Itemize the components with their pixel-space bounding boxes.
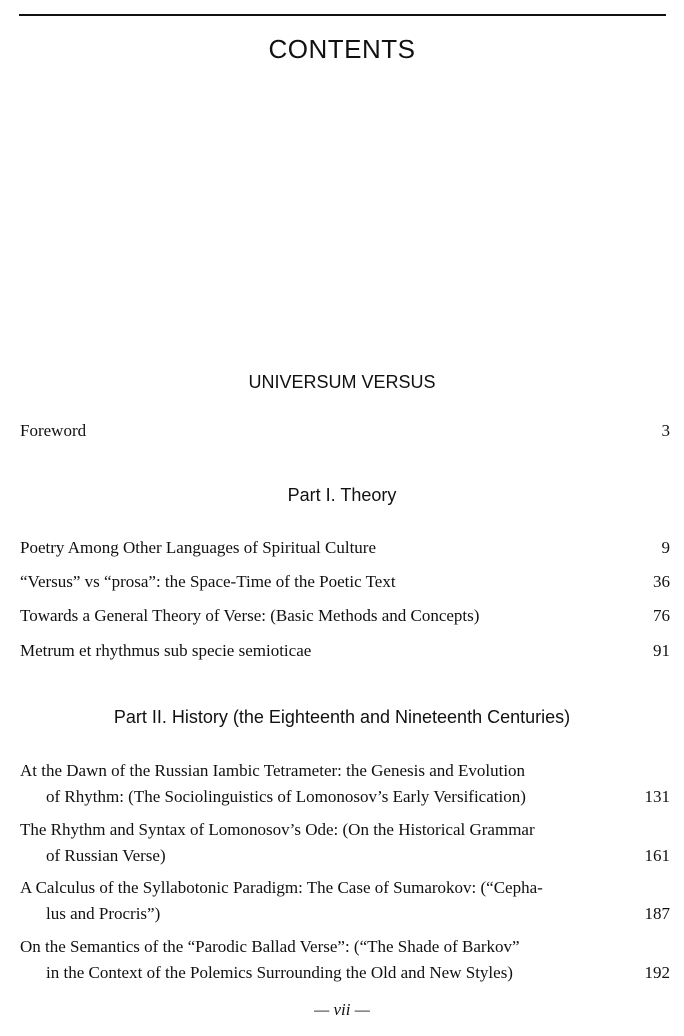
toc-entry[interactable] [20,758,670,810]
toc-entry-page: 131 [644,787,670,806]
top-rule [19,14,666,16]
toc-entry[interactable] [20,817,670,869]
toc-entry-page: 3 [661,421,670,440]
toc-entry-title: Metrum et rhythmus sub specie semioticae [20,641,312,660]
toc-entry-title-line: The Rhythm and Syntax of Lomonosov’s Ode: (On the Historical Grammar [20,820,535,839]
page-title: CONTENTS [268,34,416,64]
toc-entry-title-line: On the Semantics of the “Parodic Ballad Verse”: (“The Shade of Barkov” [20,937,520,956]
toc-entry[interactable] [20,934,670,986]
toc-entry-title: Towards a General Theory of Verse: (Basic Methods and Concepts) [20,606,480,625]
toc-entry[interactable] [20,638,670,664]
toc-entry-title-line: lus and Procris”) [46,904,161,923]
part-heading-2: Part II. History (the Eighteenth and Nineteenth Centuries) [113,707,571,727]
toc-entry[interactable] [20,535,670,561]
toc-entry[interactable] [20,603,670,629]
toc-entry-page: 161 [644,846,670,865]
page-number: — vii — [314,1000,370,1019]
toc-entry-title: “Versus” vs “prosa”: the Space-Time of the Poetic Text [20,572,396,591]
toc-entry-title-line: A Calculus of the Syllabotonic Paradigm: The Case of Sumarokov: (“Cepha- [20,878,543,897]
toc-entry-title-line: At the Dawn of the Russian Iambic Tetrameter: the Genesis and Evolution [20,761,526,780]
toc-entry-page: 9 [661,538,670,557]
toc-entry-foreword[interactable] [20,418,670,444]
toc-entry-title-line: of Rhythm: (The Sociolinguistics of Lomonosov’s Early Versification) [46,787,526,806]
toc-entry-title-line: in the Context of the Polemics Surrounding the Old and New Styles) [46,963,513,982]
toc-entry-page: 187 [644,904,670,923]
toc-entry-page: 76 [653,606,670,625]
book-title: UNIVERSUM VERSUS [248,372,436,392]
toc-entry-page: 91 [653,641,670,660]
part-heading-1: Part I. Theory [287,485,397,505]
toc-entry[interactable] [20,875,670,927]
toc-entry-page: 36 [653,572,670,591]
toc-entry[interactable] [20,569,670,595]
toc-entry-page: 192 [644,963,670,982]
toc-entry-title: Poetry Among Other Languages of Spiritual Culture [20,538,376,557]
toc-entry-title-line: of Russian Verse) [46,846,166,865]
toc-entry-title: Foreword [20,421,87,440]
